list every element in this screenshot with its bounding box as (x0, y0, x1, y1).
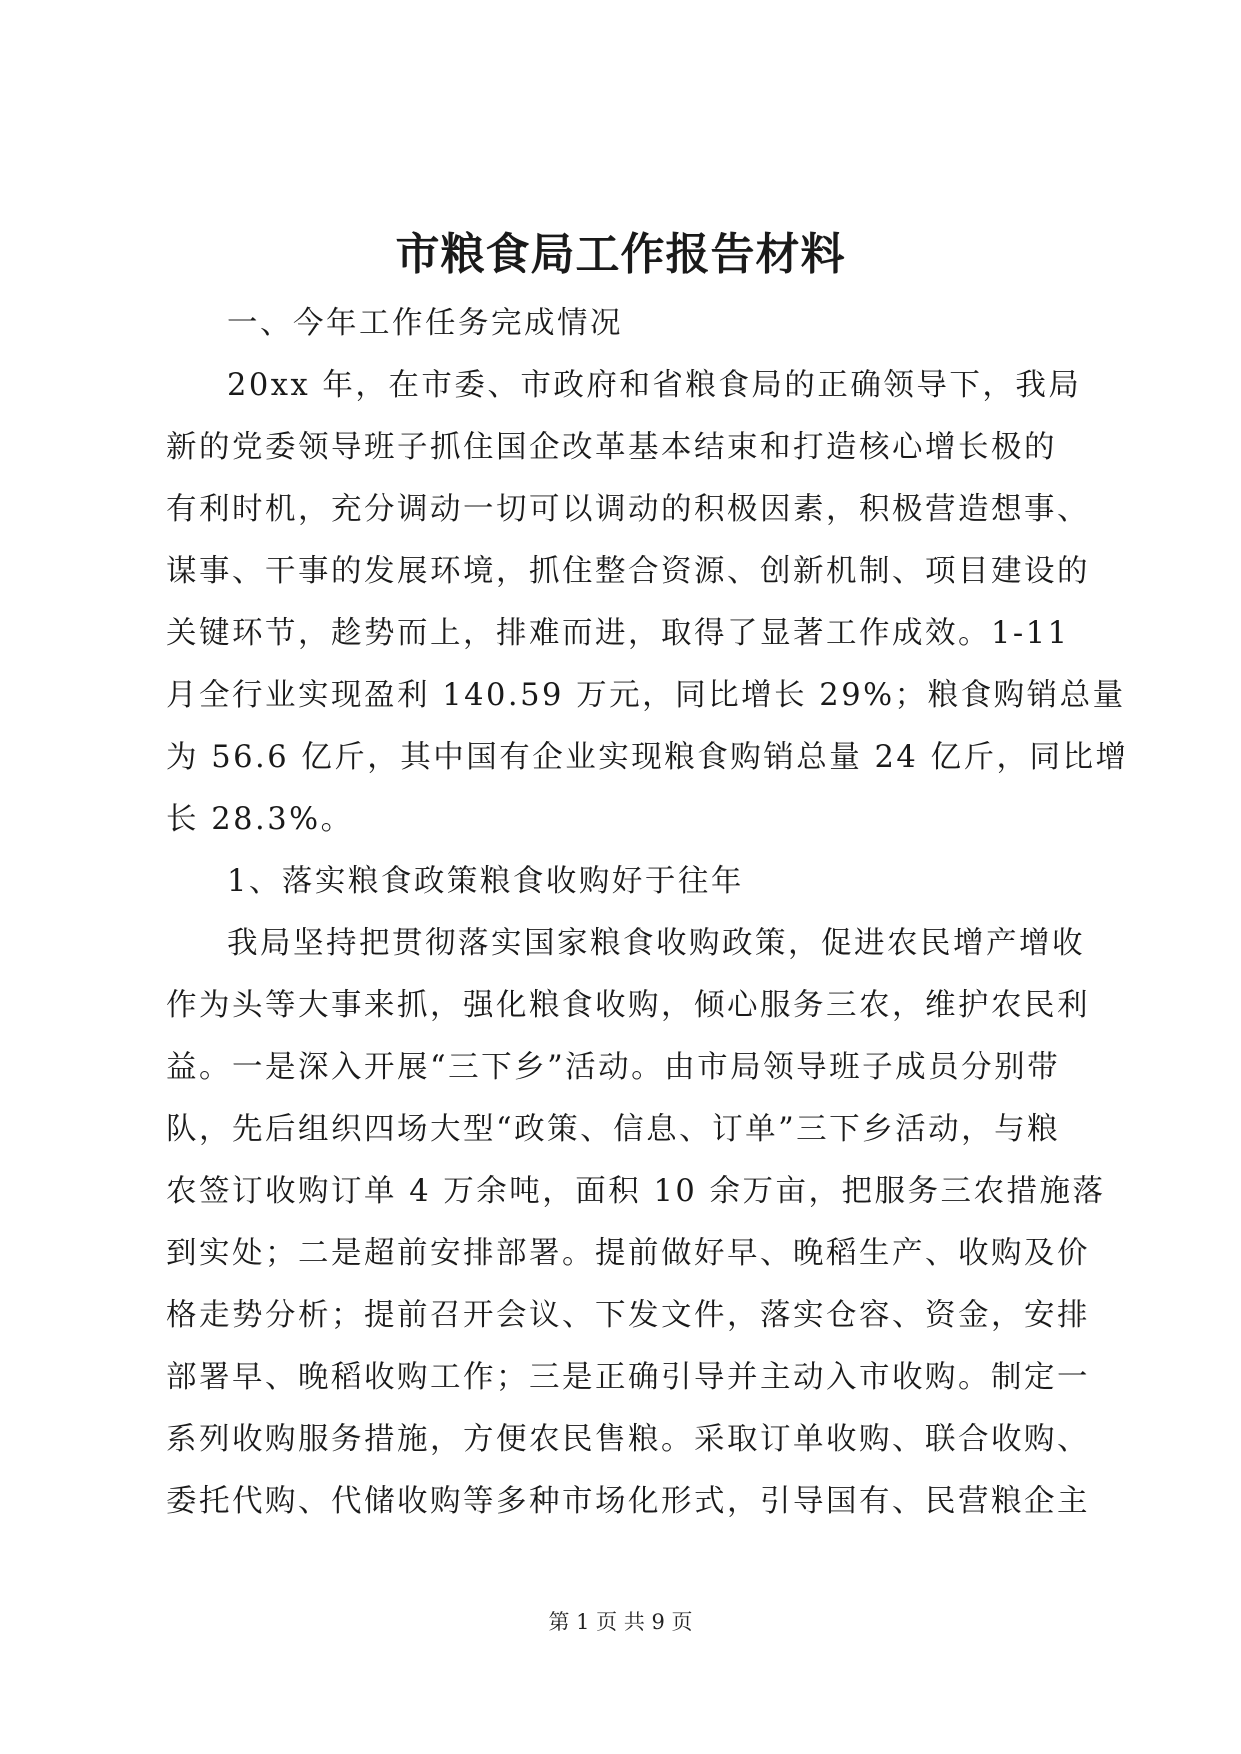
section-heading: 一、今年工作任务完成情况 (227, 306, 623, 341)
paragraph-line: 关键环节，趁势而上，排难而进，取得了显著工作成效。1-11 (166, 616, 1070, 651)
paragraph-line: 益。一是深入开展“三下乡”活动。由市局领导班子成员分别带 (166, 1050, 1061, 1085)
paragraph-summary (166, 355, 1129, 851)
paragraph-line: 部署早、晚稻收购工作；三是正确引导并主动入市收购。制定一 (166, 1360, 1090, 1395)
page-footer: 第 1 页 共 9 页 (548, 1610, 693, 1634)
paragraph-line: 月全行业实现盈利 140.59 万元，同比增长 29%；粮食购销总量 (166, 678, 1126, 713)
paragraph-line: 到实处；二是超前安排部署。提前做好早、晚稻生产、收购及价 (166, 1236, 1090, 1271)
paragraph-line: 农签订收购订单 4 万余吨，面积 10 余万亩，把服务三农措施落 (166, 1174, 1106, 1209)
paragraph-line: 队，先后组织四场大型“政策、信息、订单”三下乡活动，与粮 (166, 1112, 1061, 1147)
paragraph-line: 20xx 年，在市委、市政府和省粮食局的正确领导下，我局 (227, 368, 1082, 403)
paragraph-line: 长 28.3%。 (166, 802, 354, 837)
paragraph-grain-purchase (166, 913, 1106, 1533)
paragraph-line: 委托代购、代储收购等多种市场化形式，引导国有、民营粮企主 (166, 1484, 1090, 1519)
paragraph-line: 格走势分析；提前召开会议、下发文件，落实仓容、资金，安排 (166, 1298, 1090, 1333)
paragraph-line: 谋事、干事的发展环境，抓住整合资源、创新机制、项目建设的 (166, 554, 1090, 589)
paragraph-line: 我局坚持把贯彻落实国家粮食收购政策，促进农民增产增收 (227, 926, 1085, 961)
paragraph-line: 新的党委领导班子抓住国企改革基本结束和打造核心增长极的 (166, 430, 1057, 465)
paragraph-line: 为 56.6 亿斤，其中国有企业实现粮食购销总量 24 亿斤，同比增 (166, 740, 1129, 775)
document-body (166, 293, 1129, 1533)
subsection-heading: 1、落实粮食政策粮食收购好于往年 (227, 864, 744, 899)
paragraph-line: 有利时机，充分调动一切可以调动的积极因素，积极营造想事、 (166, 492, 1090, 527)
document-title: 市粮食局工作报告材料 (395, 229, 846, 280)
paragraph-line: 作为头等大事来抓，强化粮食收购，倾心服务三农，维护农民利 (166, 988, 1090, 1023)
paragraph-line: 系列收购服务措施，方便农民售粮。采取订单收购、联合收购、 (166, 1422, 1090, 1457)
